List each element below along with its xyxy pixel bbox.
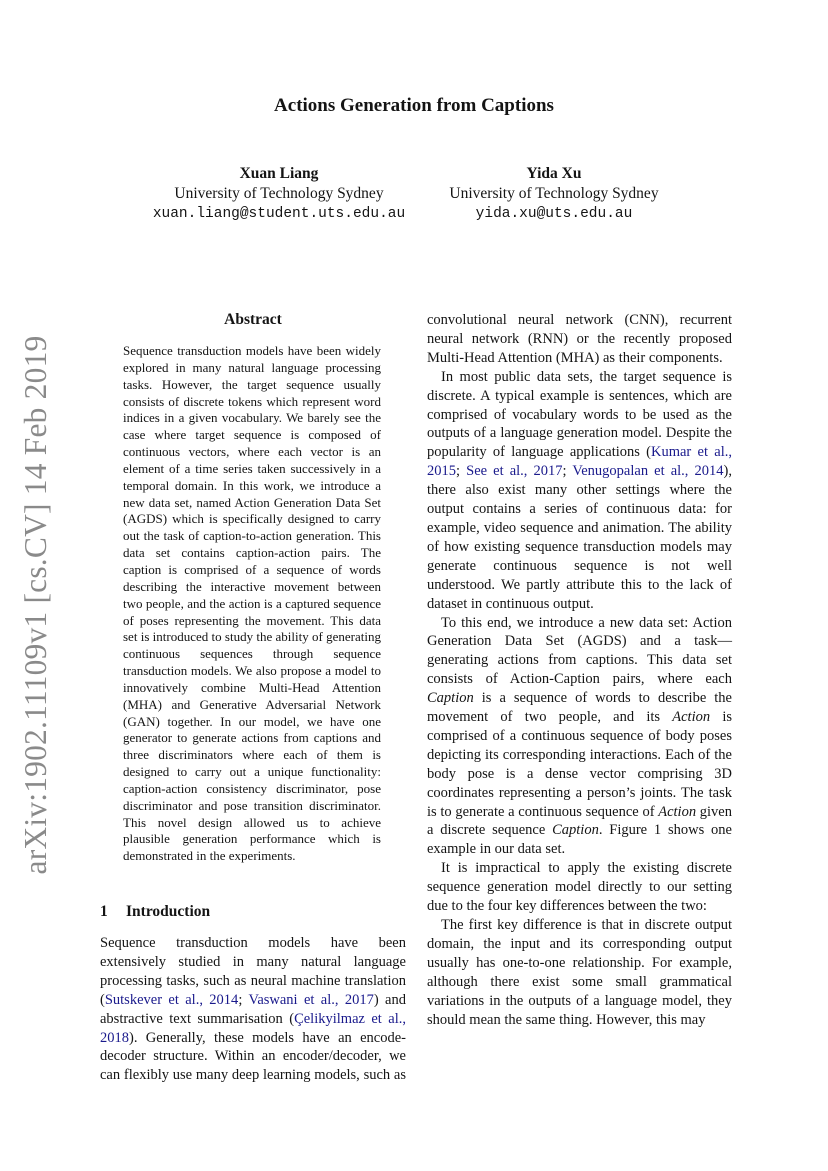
section-title: Introduction xyxy=(126,903,211,920)
citation-link[interactable]: See et al., 2017 xyxy=(466,463,563,480)
intro-paragraph-1-continued: convolutional neural network (CNN), recurrent neural network (RNN) or the recently proposed Multi-Head Attention (MHA) as their components. xyxy=(427,312,732,366)
paper-title: Actions Generation from Captions xyxy=(274,95,554,116)
intro-paragraph-4: It is impractical to apply the existing discrete sequence generation model directly to our setting due to the four key differences between the two: xyxy=(427,860,732,915)
citation-link[interactable]: Çelikyilmaz et al., 2018 xyxy=(100,1010,406,1046)
abstract-text: Sequence transduction models have been widely explored in many natural language processing tasks. However, the target sequence usually consists of discrete tokens which represent word indices in a given vocabulary. We barely see the case where target sequence is composed of continuous vectors, where each vector is an element of a time series taken successively in a temporal domain. In this work, we introduce a new data set, named Action Generation Data Set (AGDS) which is specifically designed to carry out the task of caption-to-action generation. This data set contains caption-action pairs. The caption is comprised of a sequence of words describing the interactive movement between two people, and the action is a captured sequence of poses representing the movement. This data set is introduced to study the ability of generating continuous sequences through sequence transduction models. We also propose a model to innovatively combine Multi-Head Attention (MHA) and Generative Adversarial Network (GAN) together. In our model, we have one generator to generate actions from captions and three discriminators where each of them is designed to carry out a unique functionality: caption-action consistency discriminator, pose discriminator and pose transition discriminator. This novel design allowed us to achieve plausible generation performance which is demonstrated in the experiments. xyxy=(123,343,381,864)
intro-paragraph-1: Sequence transduction models have been extensively studied in many natural language processing tasks, such as neural machine translation (Sutskever et al., 2014; Vaswani et al., 2017) and abstractive text summarisation (Çelikyilmaz et al., 2018). Generally, these models have an encode-decoder structure. Within an encoder/decoder, we can flexibly use many deep learning models, such as xyxy=(100,935,406,1084)
abstract-heading: Abstract xyxy=(224,311,282,328)
citation-link[interactable]: Sutskever et al., 2014 xyxy=(104,991,239,1008)
section-number: 1 xyxy=(100,903,108,920)
left-column-body xyxy=(100,934,406,1085)
citation-link[interactable]: Kumar et al., 2015 xyxy=(427,444,732,480)
author-name: Xuan Liang xyxy=(239,165,319,182)
intro-paragraph-3: To this end, we introduce a new data set: Action Generation Data Set (AGDS) and a task—generating actions from captions. This data set consists of Action-Caption pairs, where each Caption is a sequence of words to describe the movement of two people, and its Action is comprised of a continuous sequence of body poses depicting its corresponding interactions. Each of the body pose is a dense vector comprising 3D coordinates representing a person’s joints. The task is to generate a continuous sequence of Action given a discrete sequence Caption. Figure 1 shows one example in our data set. xyxy=(427,614,732,858)
right-column-body xyxy=(427,311,732,1029)
author-block-1 xyxy=(120,164,438,224)
author-affiliation: University of Technology Sydney xyxy=(174,185,384,202)
author-email: xuan.liang@student.uts.edu.au xyxy=(152,206,406,222)
arxiv-identifier-stamp xyxy=(10,335,62,875)
section-heading-introduction xyxy=(100,903,210,921)
author-affiliation: University of Technology Sydney xyxy=(449,185,659,202)
author-name: Yida Xu xyxy=(526,165,582,182)
citation-link[interactable]: Vaswani et al., 2017 xyxy=(248,991,374,1008)
citation-link[interactable]: Venugopalan et al., 2014 xyxy=(572,463,724,480)
intro-paragraph-2: In most public data sets, the target sequence is discrete. A typical example is sentences, which are comprised of vocabulary words to be used as the outputs of a language generation model. Despite the popularity of language applications (Kumar et al., 2015; See et al., 2017; Venugopalan et al., 2014), there also exist many other settings where the output contains a series of continuous data: for example, video sequence and animation. The ability of how existing sequence transduction models may generate continuous sequence is not well understood. We partly attribute this to the lack of dataset in continuous output. xyxy=(427,368,732,612)
arxiv-identifier-text: arXiv:1902.11109v1 [cs.CV] 14 Feb 2019 xyxy=(18,335,53,875)
author-block-2 xyxy=(425,164,683,224)
author-email: yida.xu@uts.edu.au xyxy=(475,206,633,222)
intro-paragraph-5: The first key difference is that in discrete output domain, the input and its corresponding output usually has one-to-one relationship. For example, although there exist some small grammatical variations in the outputs of a language model, they should mean the same thing. However, this may xyxy=(427,917,732,1028)
